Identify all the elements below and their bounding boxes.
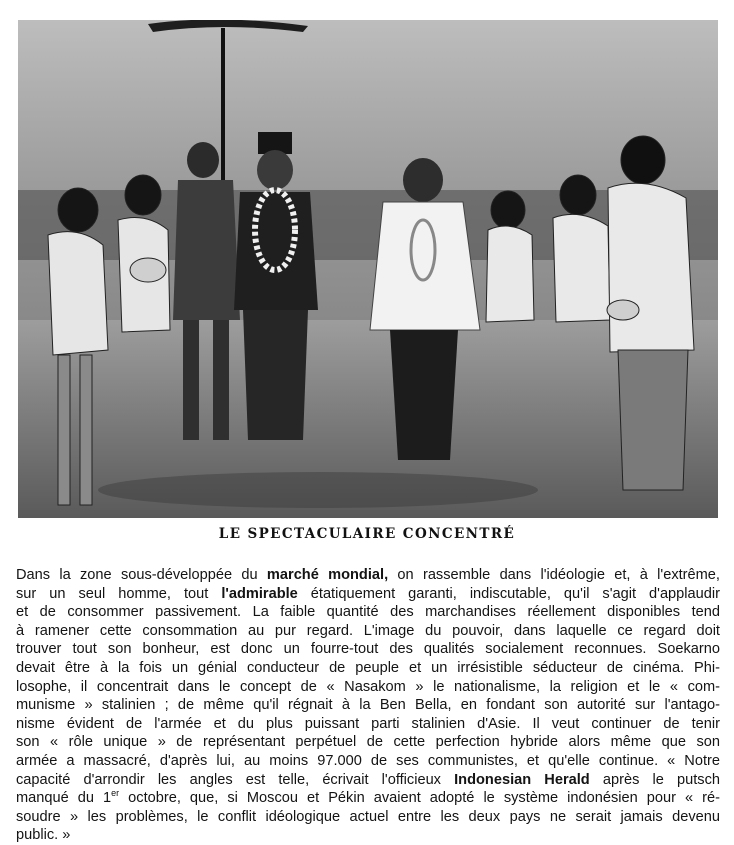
photo-scene <box>18 20 718 518</box>
article-line: trouver tout son bonheur, est donc un fourre-tout des qualités socialement reconnues. Soekarno <box>16 641 720 658</box>
photograph <box>18 20 718 518</box>
article-line: Dans la zone sous-développée du marché mondial, on rassemble dans l'idéologie et, à l'extrême, <box>16 567 720 583</box>
article-line: capacité d'arrondir les angles est telle, écrivait l'officieux Indonesian Herald après le putsch <box>16 771 720 788</box>
article-line: public. » <box>16 827 71 844</box>
emphasis-text: l'admirable <box>221 585 298 602</box>
emphasis-text: marché mondial, <box>266 567 389 583</box>
article-line: et de consommer passivement. La faible quantité des marchandises réellement disponibles tend <box>16 604 720 621</box>
ordinal-superscript: er <box>111 788 120 799</box>
photo-caption: LE SPECTACULAIRE CONCENTRÉ <box>218 526 516 542</box>
article-line: nisme évident de l'armée et du plus puissant parti stalinien d'Asie. Il veut continuer de tenir <box>16 715 720 732</box>
article-line: devait être à la fois un génial conducteur de peuple et un irrésistible séducteur de cinéma. Phi- <box>16 659 720 676</box>
article-line: son « rôle unique » de représentant perpétuel de cette perfection hybride alors même que son <box>16 734 720 751</box>
article-body <box>16 566 720 845</box>
article-line: sur un seul homme, tout l'admirable étatiquement garanti, indiscutable, qu'il s'agit d'applaudir <box>16 585 720 602</box>
article-line: à ramener cette consommation au pur regard. L'image du pouvoir, dans laquelle ce regard doit <box>16 622 720 639</box>
article-line: soudre » les problèmes, le conflit idéologique actuel entre les deux pays ne serait jamais devenu <box>16 808 720 825</box>
emphasis-text: Indonesian Herald <box>454 771 590 788</box>
article-line: armée a massacré, d'après lui, au moins 97.000 de ses communistes, et qu'elle continue. « Notre <box>16 752 720 769</box>
article-line: losophe, il concentrait dans le concept de « Nasakom » le nationalisme, la religion et le « com- <box>16 678 720 695</box>
article-line: munisme » stalinien ; de même qu'il régnait à la Ben Bella, en fondant son autorité sur l'antago- <box>16 697 720 714</box>
article-line: manqué du 1er octobre, que, si Moscou et Pékin avaient adopté le système indonésien pour « ré- <box>16 788 720 807</box>
